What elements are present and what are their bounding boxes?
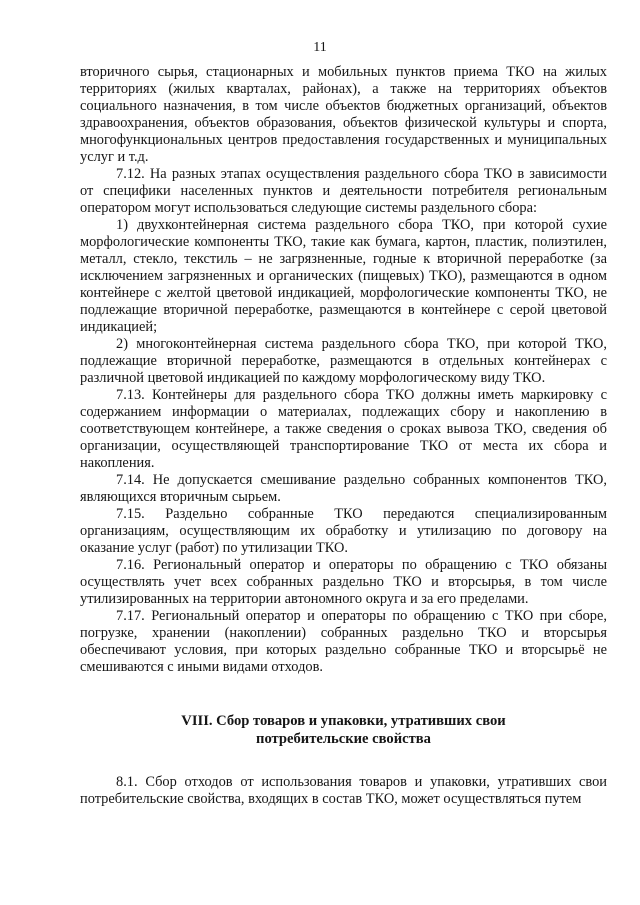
section-heading-viii — [80, 712, 607, 748]
document-body — [80, 64, 607, 808]
paragraph: 1) двухконтейнерная система раздельного сбора ТКО, при которой сухие морфологические компоненты ТКО, такие как бумага, картон, пластик, полиэтилен, металл, стекло, текстиль – не загрязненные, годные к вторичной переработке (за исключением загрязненных и органических (пищевых) ТКО), размещаются в одном контейнере с желтой цветовой индикацией, морфологические компоненты ТКО, не подлежащие вторичной переработке, размещаются в контейнере с серой цветовой индикацией; — [80, 217, 607, 335]
page-number: 11 — [313, 40, 327, 55]
paragraph: 7.12. На разных этапах осуществления раздельного сбора ТКО в зависимости от специфики населенных пунктов и деятельности потребителя региональным оператором могут использоваться следующие системы раздельного сбора: — [80, 166, 607, 216]
section-body-viii — [80, 774, 607, 808]
paragraph: 7.13. Контейнеры для раздельного сбора ТКО должны иметь маркировку с содержанием информации о материалах, подлежащих сбору и накоплению в соответствующем контейнере, а также сведения о сроках вывоза ТКО, сведения об организации, осуществляющей транспортирование ТКО от места их сбора и накопления. — [80, 387, 607, 471]
section-body-vii — [80, 64, 607, 676]
paragraph: 7.15. Раздельно собранные ТКО передаются специализированным организациям, осуществляющим их обработку и утилизацию по договору на оказание услуг (работ) по утилизации ТКО. — [80, 506, 607, 556]
paragraph: 7.17. Региональный оператор и операторы по обращению с ТКО при сборе, погрузке, хранении (накоплении) собранных раздельно ТКО и вторсырья обеспечивают условия, при которых раздельно собранные ТКО и вторсырьё не смешиваются с иными видами отходов. — [80, 608, 607, 675]
paragraph: вторичного сырья, стационарных и мобильных пунктов приема ТКО на жилых территориях (жилых кварталах, районах), а также на территориях объектов социального назначения, в том числе объектов бюджетных организаций, объектов здравоохранения, объектов образования, объектов физической культуры и спорта, многофункциональных центров предоставления государственных и муниципальных услуг и т.д. — [80, 64, 607, 165]
paragraph: 2) многоконтейнерная система раздельного сбора ТКО, при которой ТКО, подлежащие вторичной переработке, размещаются в отдельных контейнерах с различной цветовой индикацией по каждому морфологическому виду ТКО. — [80, 336, 607, 386]
paragraph: 7.14. Не допускается смешивание раздельно собранных компонентов ТКО, являющихся вторичным сырьем. — [80, 472, 607, 505]
paragraph: 8.1. Сбор отходов от использования товаров и упаковки, утративших свои потребительские свойства, входящих в состав ТКО, может осуществляться путем — [80, 774, 607, 807]
section-heading-line-1: VIII. Сбор товаров и упаковки, утративших свои — [181, 713, 506, 729]
section-heading-line-2: потребительские свойства — [256, 731, 431, 747]
paragraph: 7.16. Региональный оператор и операторы по обращению с ТКО обязаны осуществлять учет всех собранных раздельно ТКО и вторсырья, в том числе утилизированных на территории автономного округа и за его пределами. — [80, 557, 607, 607]
